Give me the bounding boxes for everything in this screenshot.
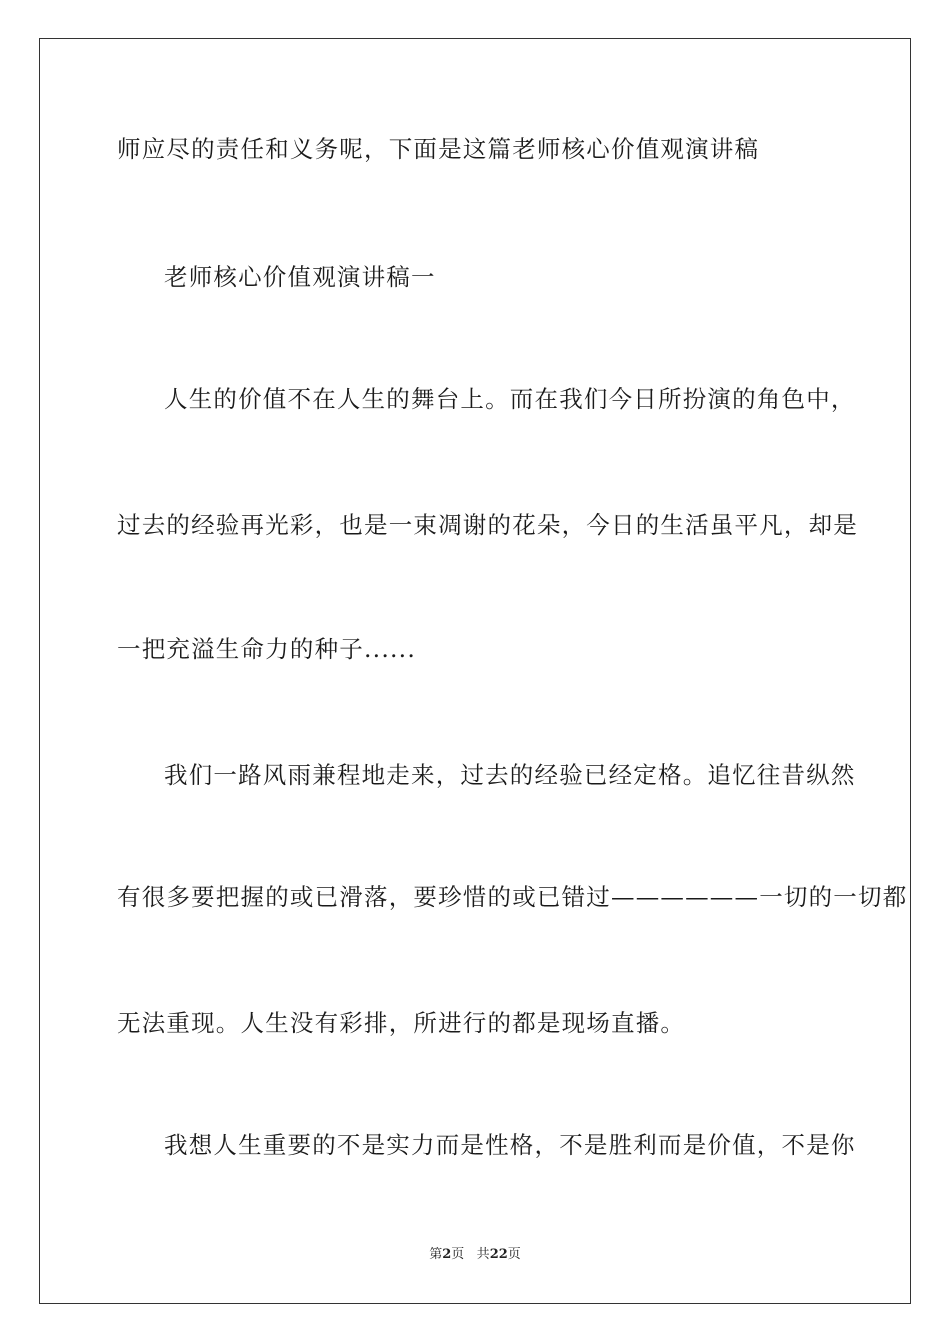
body-line-4: 过去的经验再光彩，也是一束凋谢的花朵，今日的生活虽平凡，却是 <box>117 511 858 539</box>
total-suffix: 页 <box>507 1247 521 1262</box>
page-number: 2 <box>442 1247 452 1262</box>
body-line-1: 师应尽的责任和义务呢，下面是这篇老师核心价值观演讲稿 <box>117 135 760 163</box>
page-border <box>39 38 911 1304</box>
body-line-5: 一把充溢生命力的种子...... <box>117 635 417 663</box>
page-suffix: 页 <box>451 1247 465 1262</box>
total-pages: 22 <box>489 1247 508 1262</box>
section-heading: 老师核心价值观演讲稿一 <box>164 263 436 291</box>
page-footer <box>0 1246 950 1264</box>
body-line-9: 我想人生重要的不是实力而是性格，不是胜利而是价值，不是你 <box>164 1131 856 1159</box>
total-prefix: 共 <box>476 1247 490 1262</box>
page-prefix: 第 <box>429 1247 443 1262</box>
body-line-8: 无法重现。人生没有彩排，所进行的都是现场直播。 <box>117 1009 686 1037</box>
body-line-7: 有很多要把握的或已滑落，要珍惜的或已错过——————一切的一切都 <box>117 883 908 911</box>
body-line-3: 人生的价值不在人生的舞台上。而在我们今日所扮演的角色中， <box>164 385 856 413</box>
body-line-6: 我们一路风雨兼程地走来，过去的经验已经定格。追忆往昔纵然 <box>164 761 856 789</box>
